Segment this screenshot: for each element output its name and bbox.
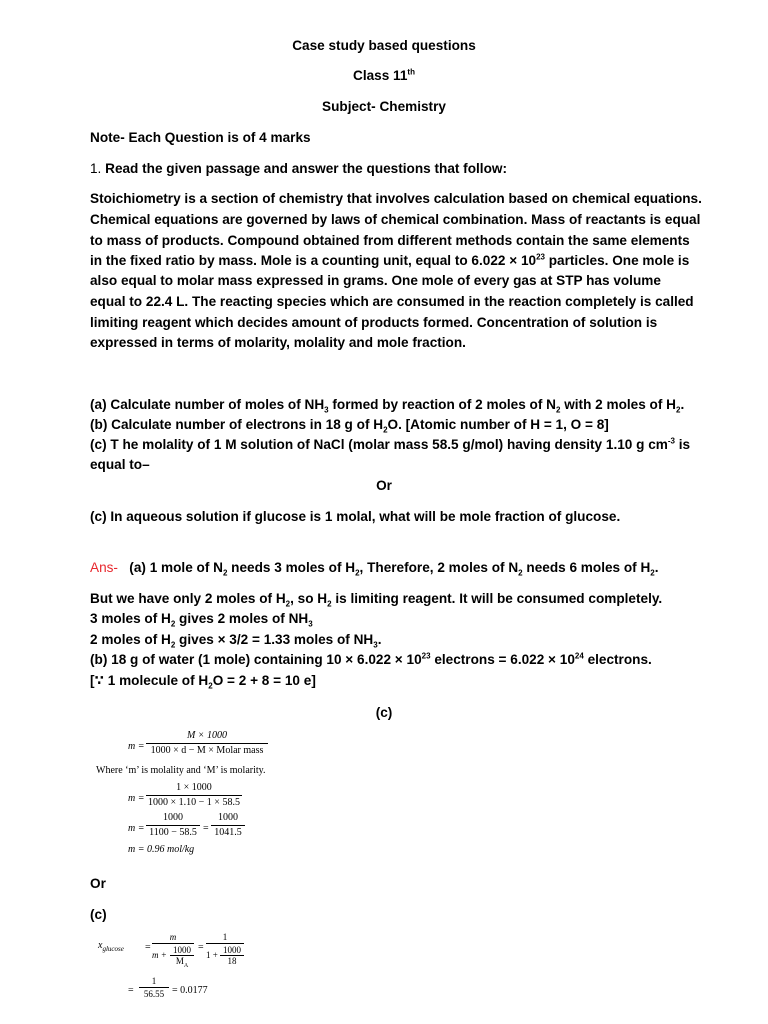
molality-fraction-substituted: 1 × 1000 1000 × 1.10 − 1 × 58.5 xyxy=(146,782,242,809)
formula-m-equals: m = xyxy=(128,741,145,752)
answer-a-line-1: Ans- (a) 1 mole of $N_2$ needs 3 moles of $H_2$, Therefore, 2 moles of $N_2$ needs 6 moles of $H_2$. xyxy=(90,560,659,578)
mole-fraction-substituted: 1 1 + 1000 18 xyxy=(206,932,244,969)
passage-line: Chemical equations are governed by laws of chemical combination. Mass of reactants is equal xyxy=(90,212,701,227)
question-number: 1. xyxy=(90,161,102,176)
mole-fraction-expression: m m + 1000 $M_A$ xyxy=(152,932,194,969)
answer-a-line-3: 3 moles of $H_2$ gives 2 moles of $NH_3$ xyxy=(90,611,313,629)
answer-a-line-2: But we have only 2 moles of $H_2$, so $H_2$ is limiting reagent. It will be consumed completely. xyxy=(90,591,663,609)
equals-sign: = xyxy=(128,985,134,996)
class-line xyxy=(0,68,768,84)
question-b: (b) Calculate number of electrons in 18 g of $H_2O$. [Atomic number of H = 1, O = 8] xyxy=(90,417,609,435)
question-c-continued: equal to– xyxy=(90,457,150,472)
question-c: (c) T he molality of 1 M solution of NaCl (molar mass 58.5 g/mol) having density 1.10 g $cm^{-3}$ is xyxy=(90,436,691,452)
question-a: (a) Calculate number of moles of $NH_3$ formed by reaction of 2 moles of $N_2$ with 2 moles of $H_2$. xyxy=(90,397,685,415)
answer-label: Ans- xyxy=(90,560,118,575)
note-line: Note- Each Question is of 4 marks xyxy=(90,130,311,145)
or-separator-2: Or xyxy=(90,876,106,891)
class-text: Class 11 xyxy=(353,68,408,83)
passage-line: limiting reagent which decides amount of products formed. Concentration of solution is xyxy=(90,315,658,330)
or-separator: Or xyxy=(376,478,392,493)
passage-line: also equal to molar mass expressed in grams. One mole of every gas at STP has volume xyxy=(90,273,661,288)
question-c-alternate: (c) In aqueous solution if glucose is 1 molal, what will be mole fraction of glucose. xyxy=(90,509,621,524)
formula-m-equals-2: m = xyxy=(128,793,145,804)
mole-fraction-final-fraction: 1 56.55 xyxy=(139,976,169,999)
answer-b-line-1: (b) 18 g of water (1 mole) containing $10 \times 6.022 \times 10^{23}$ electrons = $6.022 \times 10^{24}$ electrons. xyxy=(90,651,652,667)
question-instruction xyxy=(90,161,507,177)
passage-line: Stoichiometry is a section of chemistry that involves calculation based on chemical equations. xyxy=(90,191,702,206)
document-title: Case study based questions xyxy=(292,38,476,53)
molality-fraction-general: M × 1000 1000 × d − M × Molar mass xyxy=(146,730,268,757)
passage-line: expressed in terms of molarity, molality and mole fraction. xyxy=(90,335,466,350)
x-glucose-symbol: $x_{glucose}$ xyxy=(98,940,124,953)
formula-m-equals-3: m = xyxy=(128,823,145,834)
answer-a-line-4: 2 moles of $H_2$ gives × 3/2 = 1.33 moles of $NH_3$. xyxy=(90,632,382,650)
class-superscript: th xyxy=(407,67,415,77)
molality-fraction-final: 1000 1041.5 xyxy=(211,812,245,839)
answer-c-label: (c) xyxy=(375,705,393,720)
subject-line: Subject- Chemistry xyxy=(322,99,446,114)
equals-sign: = xyxy=(203,823,209,834)
passage-line: in the fixed ratio by mass. Mole is a counting unit, equal to $6.022 \times 10^{23}$ particles. One mole is xyxy=(90,252,690,268)
answer-c-label-2: (c) xyxy=(90,907,107,922)
molality-fraction-simplified: 1000 1100 − 58.5 xyxy=(146,812,200,839)
answer-b-line-2: [∵ 1 molecule of $H_2O = 2 + 8 = 10$ e] xyxy=(90,673,316,691)
equals-sign: = xyxy=(145,942,151,953)
molality-result: m = 0.96 mol/kg xyxy=(128,844,195,855)
where-note: Where ‘m’ is molality and ‘M’ is molarity. xyxy=(96,765,266,776)
passage-line: equal to 22.4 L. The reacting species which are consumed in the reaction completely is called xyxy=(90,294,694,309)
instruction-text: Read the given passage and answer the questions that follow: xyxy=(105,161,507,176)
equals-sign: = xyxy=(198,942,204,953)
passage-line: to mass of products. Compound obtained from different methods contain the same elements xyxy=(90,233,690,248)
mole-fraction-result: = 0.0177 xyxy=(172,985,208,996)
